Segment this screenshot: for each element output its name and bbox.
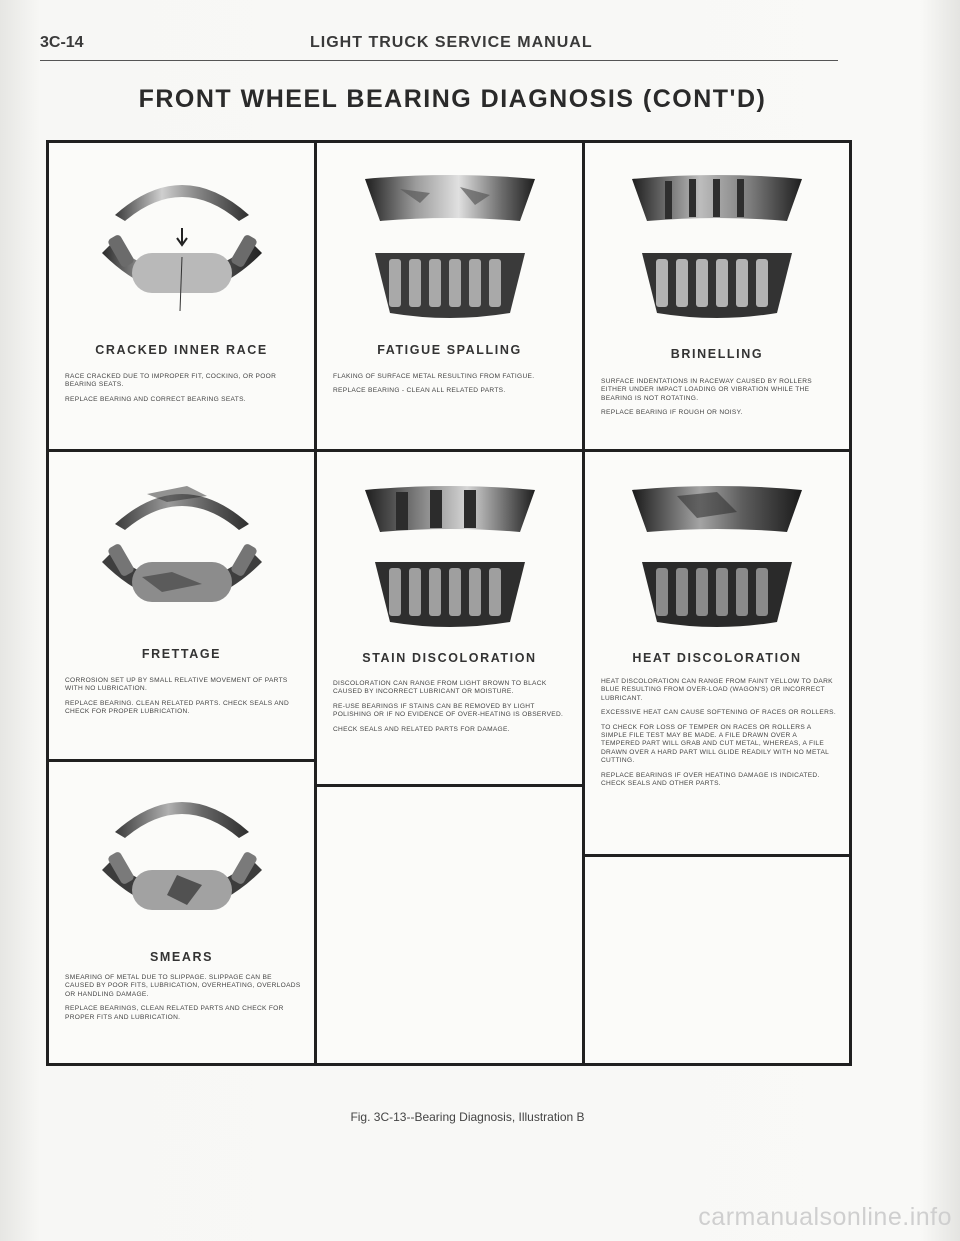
heat-cup-photo [627,482,807,537]
cell-title: FRETTAGE [141,647,222,661]
watermark: carmanualsonline.info [698,1203,952,1231]
description-paragraph: FLAKING OF SURFACE METAL RESULTING FROM FATIGUE. [333,373,535,380]
manual-title: LIGHT TRUCK SERVICE MANUAL [310,34,593,51]
description-paragraph: SMEARING OF METAL DUE TO SLIPPAGE. SLIPPAGE CAN BE CAUSED BY POOR FITS, LUBRICATION, OVERHEATING, OVERLOADS OR HANDLING DAMAGE. [65,974,301,998]
spalled-cone-photo [365,243,535,323]
cell-title: SMEARS [149,950,214,964]
cracked-race-photo [107,165,257,225]
heat-cone-photo [632,552,802,632]
cell-description [333,373,570,402]
cell-title: BRINELLING [670,347,764,361]
empty-cell [317,787,582,1063]
description-paragraph: HEAT DISCOLORATION CAN RANGE FROM FAINT YELLOW TO DARK BLUE RESULTING FROM OVER-LOAD (WAGON'S) OR INCORRECT LUBRICANT. [601,678,833,702]
description-paragraph: SURFACE INDENTATIONS IN RACEWAY CAUSED BY ROLLERS EITHER UNDER IMPACT LOADING OR VIBRATION WHILE THE BEARING IS NOT ROTATING. [601,378,812,402]
description-paragraph: REPLACE BEARINGS IF OVER HEATING DAMAGE IS INDICATED. CHECK SEALS AND OTHER PARTS. [601,771,820,788]
fretted-cage-photo [92,532,272,627]
description-paragraph: REPLACE BEARING. CLEAN RELATED PARTS. CHECK SEALS AND CHECK FOR PROPER LUBRICATION. [65,699,290,716]
cell-description [65,974,302,1028]
figure-caption: Fig. 3C-13--Bearing Diagnosis, Illustration B [350,1110,585,1124]
page-number: 3C-14 [40,34,84,51]
cell-title: CRACKED INNER RACE [95,343,268,357]
brinelled-cone-photo [632,243,802,323]
cell-frettage [49,452,314,759]
cell-title: HEAT DISCOLORATION [632,651,802,665]
cell-heat-discoloration [585,452,849,854]
description-paragraph: RACE CRACKED DUE TO IMPROPER FIT, COCKING, OR POOR BEARING SEATS. [65,373,277,389]
description-paragraph: RE-USE BEARINGS IF STAINS CAN BE REMOVED BY LIGHT POLISHING OR IF NO EVIDENCE OF OVER-HEATING IS OBSERVED. [333,702,564,719]
cell-smears [49,762,314,1063]
description-paragraph: REPLACE BEARINGS, CLEAN RELATED PARTS AND CHECK FOR PROPER FITS AND LUBRICATION. [65,1005,284,1021]
smeared-race-photo [107,782,257,842]
cell-description [65,373,302,410]
cell-title: FATIGUE SPALLING [377,343,522,357]
cracked-cage-photo [92,223,272,318]
stained-cup-photo [360,482,540,537]
cell-description [601,678,837,794]
description-paragraph: REPLACE BEARING - CLEAN ALL RELATED PARTS. [333,387,506,395]
page-title: FRONT WHEEL BEARING DIAGNOSIS (CONT'D) [138,85,767,113]
cell-description [333,680,570,740]
cell-description [601,378,837,424]
brinelled-cup-photo [627,171,807,226]
cell-description [65,677,302,723]
description-paragraph: EXCESSIVE HEAT CAN CAUSE SOFTENING OF RACES OR ROLLERS. [601,709,836,717]
fretted-race-photo [107,474,257,534]
cell-fatigue-spalling [317,143,582,449]
description-paragraph: REPLACE BEARING AND CORRECT BEARING SEATS. [65,395,246,403]
stained-cone-photo [365,552,535,632]
description-paragraph: TO CHECK FOR LOSS OF TEMPER ON RACES OR ROLLERS A SIMPLE FILE TEST MAY BE MADE. A FILE DRAWN OVER A TEMPERED PART WILL GRAB AND CUT METAL, WHEREAS, A FILE DRAWN OVER A HARD PART WILL GLIDE READILY WITH NO METAL CUTTING. [601,723,829,765]
page-header [40,30,840,60]
description-paragraph: DISCOLORATION CAN RANGE FROM LIGHT BROWN TO BLACK CAUSED BY INCORRECT LUBRICANT OR MOISTURE. [333,680,547,696]
cell-brinelling [585,143,849,449]
cell-cracked-inner-race [49,143,314,449]
diagnosis-grid [46,140,852,1066]
smeared-cage-photo [92,840,272,935]
description-paragraph: CHECK SEALS AND RELATED PARTS FOR DAMAGE. [333,725,510,733]
cell-title: STAIN DISCOLORATION [362,651,537,665]
description-paragraph: REPLACE BEARING IF ROUGH OR NOISY. [601,409,743,417]
empty-cell [585,857,849,1063]
spalled-cup-photo [360,171,540,226]
description-paragraph: CORROSION SET UP BY SMALL RELATIVE MOVEMENT OF PARTS WITH NO LUBRICATION. [65,677,288,693]
cell-stain-discoloration [317,452,582,784]
header-rule [40,60,838,61]
